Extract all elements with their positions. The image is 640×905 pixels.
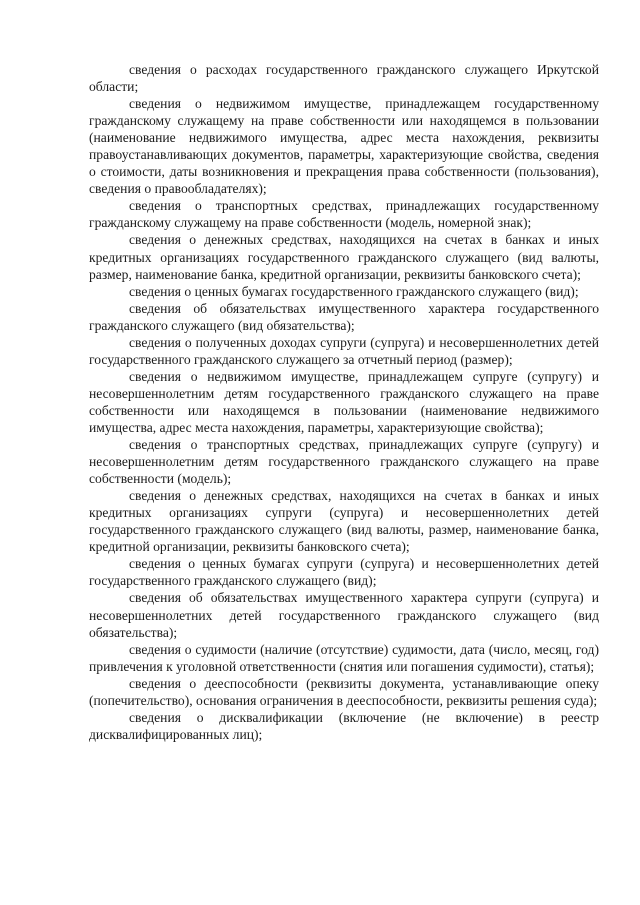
document-page xyxy=(89,61,599,743)
paragraph-spouse-real-estate: сведения о недвижимом имуществе, принадлежащем супруге (супругу) и несовершеннолетним детям государственного гражданского служащего на праве собственности или находящемся в пользовании (наименование недвижимого имущества, адрес места нахождения, параметры, характеризующие свойства); xyxy=(89,368,599,435)
paragraph-expenses: сведения о расходах государственного гражданского служащего Иркутской области; xyxy=(89,62,599,95)
paragraph-disqualification: сведения о дисквалификации (включение (не включение) в реестр дисквалифицированных лиц); xyxy=(89,709,599,742)
paragraph-criminal-record: сведения о судимости (наличие (отсутствие) судимости, дата (число, месяц, год) привлечения к уголовной ответственности (снятия или погашения судимости), статья); xyxy=(89,641,599,674)
paragraph-spouse-vehicles: сведения о транспортных средствах, принадлежащих супруге (супругу) и несовершеннолетним детям государственного гражданского служащего на праве собственности (модель); xyxy=(89,437,599,487)
paragraph-securities: сведения о ценных бумагах государственного гражданского служащего (вид); xyxy=(129,283,579,299)
paragraph-real-estate: сведения о недвижимом имуществе, принадлежащем государственному гражданскому служащему на праве собственности или находящемся в пользовании (наименование недвижимого имущества, адрес места нахождения, реквизиты правоустанавливающих документов, параметры, характеризующие свойства, сведения о стоимости, даты возникновения и прекращения права собственности (пользования), сведения о правообладателях); xyxy=(89,96,599,197)
paragraph-legal-capacity: сведения о дееспособности (реквизиты документа, устанавливающие опеку (попечительство), основания ограничения в дееспособности, реквизиты решения суда); xyxy=(89,675,599,708)
paragraph-obligations: сведения об обязательствах имущественного характера государственного гражданского служащего (вид обязательства); xyxy=(89,300,599,333)
paragraph-bank-accounts: сведения о денежных средствах, находящихся на счетах в банках и иных кредитных организациях государственного гражданского служащего (вид валюты, размер, наименование банка, кредитной организации, реквизиты банковского счета); xyxy=(89,232,599,282)
paragraph-spouse-securities: сведения о ценных бумагах супруги (супруга) и несовершеннолетних детей государственного гражданского служащего (вид); xyxy=(89,556,599,589)
paragraph-spouse-bank-accounts: сведения о денежных средствах, находящихся на счетах в банках и иных кредитных организациях супруги (супруга) и несовершеннолетних детей государственного гражданского служащего (вид валюты, размер, наименование банка, кредитной организации, реквизиты банковского счета); xyxy=(89,488,599,555)
paragraph-spouse-obligations: сведения об обязательствах имущественного характера супруги (супруга) и несовершеннолетних детей государственного гражданского служащего (вид обязательства); xyxy=(89,590,599,640)
paragraph-spouse-income: сведения о полученных доходах супруги (супруга) и несовершеннолетних детей государственного гражданского служащего за отчетный период (размер); xyxy=(89,334,599,367)
paragraph-vehicles: сведения о транспортных средствах, принадлежащих государственному гражданскому служащему на праве собственности (модель, номерной знак); xyxy=(89,198,599,231)
